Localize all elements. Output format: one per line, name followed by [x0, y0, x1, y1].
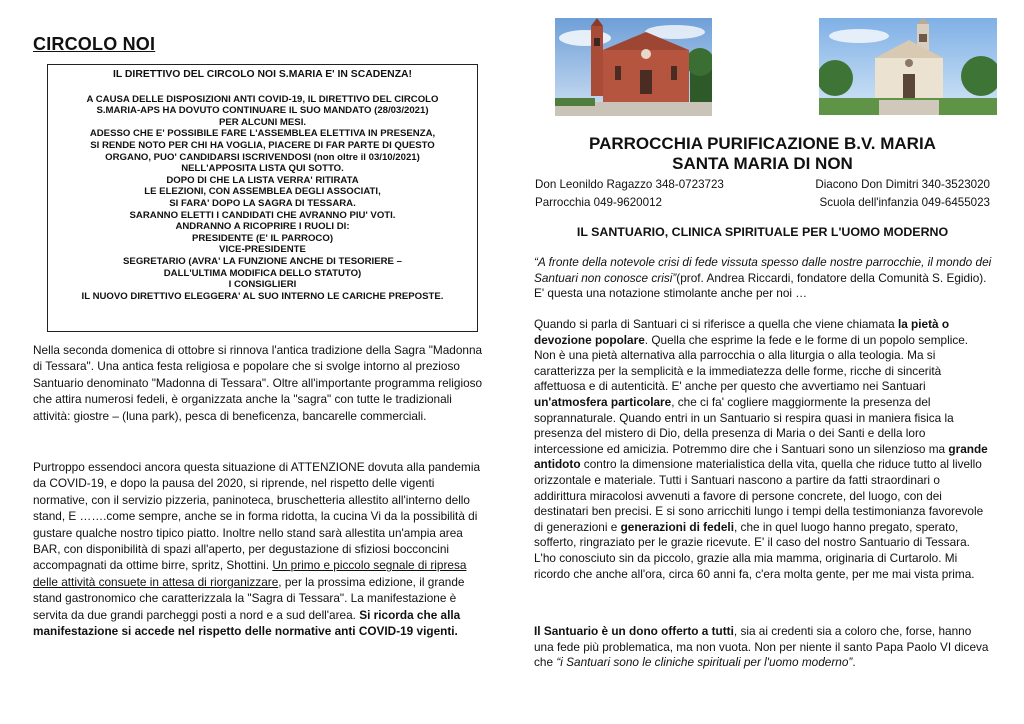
body-text: contro la dimensione materialistica della vita, quella che riduce tutto al livello orizzontale e materiale. Tutti i Santuari nascono a partire da fatti straordinari o addirittura miracolosi avvenuti a favore di persone concrete, del luogo, con dei destinatari ben precisi. E si sono arricchiti lungo i tempi della testimonianza favorevole di generazioni e	[534, 457, 984, 534]
notice-line: VICE-PRESIDENTE	[219, 244, 306, 256]
contacts-row-2	[535, 196, 990, 209]
notice-line: PRESIDENTE (E' IL PARROCO)	[191, 232, 334, 244]
parish-place: SANTA MARIA DI NON	[672, 154, 853, 173]
notice-line: I CONSIGLIERI	[228, 279, 297, 291]
article-body	[534, 317, 992, 582]
notice-line: SEGRETARIO (AVRA' LA FUNZIONE ANCHE DI TESORIERE –	[123, 255, 402, 267]
contact-deacon: Diacono Don Dimitri 340-3523020	[815, 178, 990, 191]
closing-bold: Il Santuario è un dono offerto a tutti	[534, 624, 734, 638]
ripresa-underlined: Un primo e piccolo segnale di ripresa delle attività consuete in attesa di riorganizzare	[33, 558, 467, 589]
notice-line: DOPO DI CHE LA LISTA VERRA' RITIRATA	[166, 174, 359, 186]
body-text: Quando si parla di Santuari ci si riferisce a quella che viene chiamata	[534, 317, 898, 331]
article-intro	[534, 255, 992, 302]
notice-line: ORGANO, PUO' CANDIDARSI ISCRIVENDOSI (non oltre il 03/10/2021)	[105, 151, 420, 163]
notice-line: NELL'APPOSITA LISTA QUI SOTTO.	[181, 163, 344, 175]
contact-school: Scuola dell'infanzia 049-6455023	[819, 196, 990, 209]
notice-line: SI RENDE NOTO PER CHI HA VOGLIA, PIACERE DI FAR PARTE DI QUESTO	[90, 139, 435, 151]
body-text: . Quella che esprime la fede e le forme di un popolo semplice. Non è una pietà alternativa alla parrocchia o alla liturgia o alla teologia. Ma si caratterizza per la semplicità e la immediatezza delle forme, ricche di sincerità affettuosa e di autenticità. E' anche per questo che avvertiamo nei Santuari	[534, 332, 969, 394]
article-title: IL SANTUARIO, CLINICA SPIRITUALE PER L'UOMO MODERNO	[576, 225, 949, 239]
notice-box	[47, 64, 478, 332]
intro-attribution: (prof. Andrea Riccardi, fondatore della Comunità S. Egidio). E' questa una notazione stimolante anche per noi …	[534, 270, 987, 301]
church-photo-brick	[555, 18, 712, 116]
notice-line: SARANNO ELETTI I CANDIDATI CHE AVRANNO PIU' VOTI.	[129, 209, 396, 221]
notice-line: PER ALCUNI MESI.	[218, 116, 307, 128]
section-title: CIRCOLO NOI	[33, 34, 156, 54]
covid-paragraph	[33, 459, 485, 639]
closing-text: .	[852, 655, 856, 670]
notice-line: IL NUOVO DIRETTIVO ELEGGERA' AL SUO INTERNO LE CARICHE PREPOSTE.	[81, 290, 444, 302]
contact-priest: Don Leonildo Ragazzo 348-0723723	[535, 178, 724, 191]
notice-line: ANDRANNO A RICOPRIRE I RUOLI DI:	[175, 221, 350, 233]
sagra-paragraph: Nella seconda domenica di ottobre si rinnova l'antica tradizione della Sagra "Madonna di Tessara". Una antica festa religiosa e popolare che si svolge intorno al prezioso Santuario denominato "Madonna di Tessara". Oltre all'importante programma religioso che attira numerosi fedeli, è organizzata anche la "sagra" con tutte le tradizionali attività: giostre – (luna park), pesca di beneficenza, bancarelle commerciali.	[33, 343, 483, 423]
notice-title: IL DIRETTIVO DEL CIRCOLO NOI S.MARIA E' IN SCADENZA!	[113, 69, 412, 80]
notice-line: DALL'ULTIMA MODIFICA DELLO STATUTO)	[163, 267, 362, 279]
covid-reminder: Si ricorda che alla manifestazione si accede nel rispetto delle normative anti COVID-19 vigenti.	[33, 607, 461, 639]
article-closing	[534, 624, 992, 671]
body-bold: generazioni di fedeli	[620, 519, 734, 534]
notice-line: S.MARIA-APS HA DOVUTO CONTINUARE IL SUO MANDATO (28/03/2021)	[96, 105, 429, 117]
body-bold: la pietà o devozione popolare	[534, 317, 950, 347]
contact-parish: Parrocchia 049-9620012	[535, 196, 662, 209]
parish-title	[535, 134, 990, 174]
intro-quote: “A fronte della notevole crisi di fede vissuta spesso dalle nostre parrocchie, il mondo dei Santuari non conosce crisi”	[534, 255, 992, 285]
covid-text-2: , per la prossima edizione, il grande stand gastronomico che caratterizzala la "Sagra di Tessara". La manifestazione è servita da due grandi parcheggi posti a nord e a sud dell'area.	[33, 574, 465, 622]
notice-line: A CAUSA DELLE DISPOSIZIONI ANTI COVID-19, IL DIRETTIVO DEL CIRCOLO	[86, 93, 439, 105]
parish-name: PARROCCHIA PURIFICAZIONE B.V. MARIA	[589, 134, 936, 153]
notice-line: ADESSO CHE E' POSSIBILE FARE L'ASSEMBLEA ELETTIVA IN PRESENZA,	[89, 128, 436, 140]
body-text: , che in quel luogo hanno pregato, sperato, sofferto, ringraziato per le grazie ricevute. E' il caso del nostro Santuario di Tessara. L'ho conosciuto sin da piccolo, grazie alla mia mamma, originaria di Curtarolo. Mi ricordo che anche all'ora, circa 60 anni fa, c'era molta gente, per me mai vista prima.	[534, 519, 975, 581]
closing-text: , sia ai credenti sia a coloro che, forse, hanno una fede più problematica, ma non vuota. Non per niente il santo Papa Paolo VI diceva che	[534, 624, 989, 670]
left-column	[33, 34, 485, 63]
contacts-row-1	[535, 178, 990, 191]
church-photo-white	[819, 18, 997, 115]
closing-quote: “i Santuari sono le cliniche spirituali per l'uomo moderno”	[556, 655, 853, 670]
body-text: , che ci fa' cogliere maggiormente la presenza del soprannaturale. Quando entri in un Santuario si respira quasi in maniera fisica la presenza del mistero di Dio, della presenza di Maria o dei Santi e della loro intercessione ed amicizia. Potremmo dire che i Santuari sono un silenzioso ma	[534, 394, 954, 456]
notice-line: SI FARA' DOPO LA SAGRA DI TESSARA.	[169, 197, 356, 209]
notice-line: LE ELEZIONI, CON ASSEMBLEA DEGLI ASSOCIATI,	[144, 186, 381, 198]
body-bold: grande antidoto	[534, 441, 988, 472]
covid-text: Purtroppo essendoci ancora questa situazione di ATTENZIONE dovuta alla pandemia da COVID-19, e dopo la pausa del 2020, si riprende, nel rispetto delle vigenti normative, con il servizio pizzeria, paninoteca, bruschetteria allestito all'interno dello stand, E …….come sempre, anche se in forma ridotta, la cucina Vi da la possibilità di gustare qualche nostro tipico piatto. Inoltre nello stand sarà allestita un'ampia area BAR, con disponibilità di spazi all'aperto, per degustazione di sfiziosi bocconcini accompagnati da ottime birre, spritz, Shottini.	[33, 460, 481, 573]
body-bold: un'atmosfera particolare	[534, 394, 672, 409]
